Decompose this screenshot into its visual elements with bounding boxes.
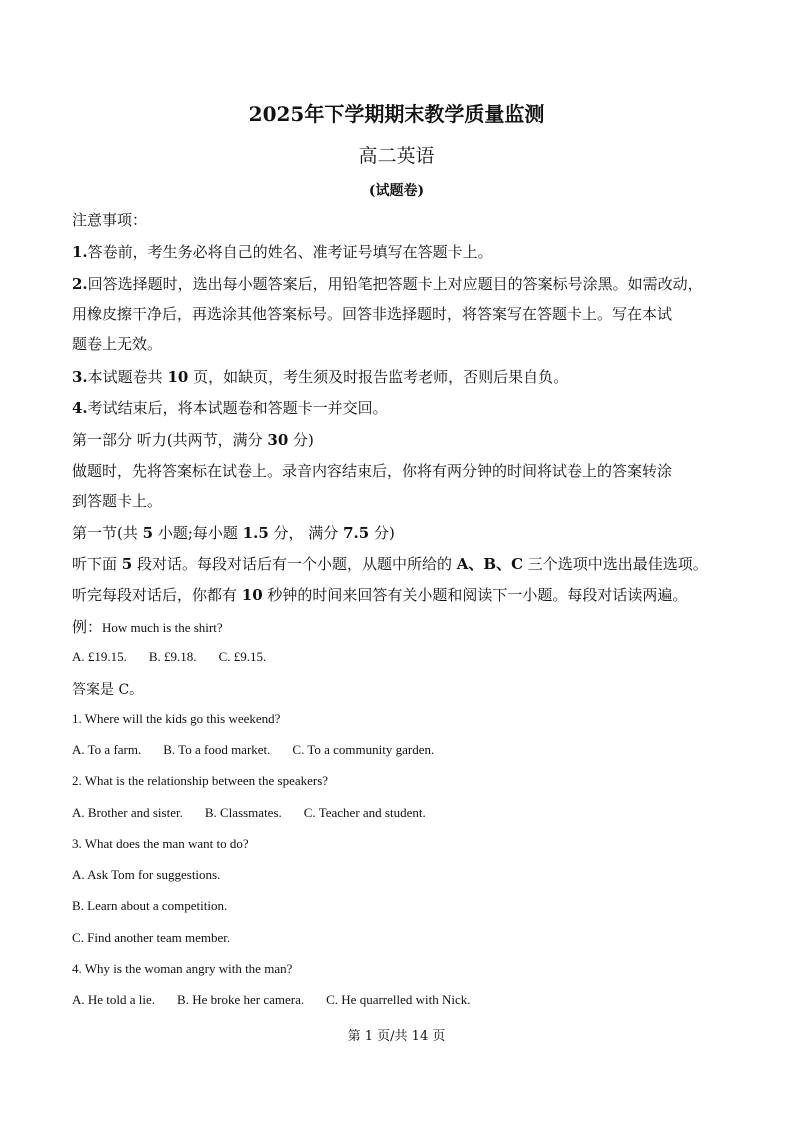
inst1-a: 听下面 (72, 555, 122, 573)
note-2-line-1 (72, 273, 703, 294)
note-3-number: 3. (72, 368, 88, 386)
note-3-text-a: 本试题卷共 (87, 368, 168, 386)
section-1-instruction-2 (72, 584, 687, 605)
part-1-score: 30 (267, 431, 289, 449)
note-3-text-c: 页，如缺页，考生须及时报告监考老师，否则后果自负。 (188, 368, 569, 386)
note-4-text: 考试结束后，将本试题卷和答题卡一并交回。 (87, 399, 388, 417)
part-1-heading (72, 429, 314, 450)
q4-option-b: B. He broke her camera. (177, 992, 305, 1007)
example-label: 例： (72, 618, 103, 636)
inst2-c: 秒钟的时间来回答有关小题和阅读下一小题。每段对话读两遍。 (262, 586, 688, 604)
note-4 (72, 397, 388, 418)
notes-heading: 注意事项： (72, 211, 148, 229)
note-2-line-2: 用橡皮擦干净后，再选涂其他答案标号。回答非选择题时，将答案写在答题卡上。写在本试 (72, 305, 673, 323)
paper-type: (试题卷) (368, 183, 425, 199)
question-4-options (72, 992, 493, 1008)
note-1-text: 答卷前，考生务必将自己的姓名、准考证号填写在答题卡上。 (87, 243, 493, 261)
note-1-number: 1. (72, 243, 88, 261)
section-1-heading-a: 第一节(共 (72, 524, 143, 542)
inst1-c: 段对话。每段对话后有一个小题，从题中所给的 (132, 555, 457, 573)
part-1-instruction-1: 做题时，先将答案标在试卷上。录音内容结束后，你将有两分钟的时间将试卷上的答案转涂 (72, 462, 673, 480)
note-3 (72, 366, 568, 387)
subject-title: 高二英语 (358, 145, 435, 167)
q2-option-b: B. Classmates. (204, 805, 282, 820)
inst2-b: 10 (241, 586, 263, 604)
section-1-heading-e: 分， 满分 (268, 524, 344, 542)
inst1-b: 5 (121, 555, 133, 573)
section-1-each-score: 1.5 (242, 524, 269, 542)
note-1 (72, 241, 493, 262)
section-1-heading (72, 522, 395, 543)
example-answer: 答案是 C。 (72, 682, 144, 698)
example-options (72, 649, 288, 665)
q3-option-a: A. Ask Tom for suggestions. (72, 867, 221, 882)
q1-option-a: A. To a farm. (72, 742, 142, 757)
q1-option-c: C. To a community garden. (292, 742, 435, 757)
q2-option-c: C. Teacher and student. (303, 805, 426, 820)
q1-option-b: B. To a food market. (163, 742, 271, 757)
note-2-line-3: 题卷上无效。 (72, 335, 163, 353)
q4-option-c: C. He quarrelled with Nick. (326, 992, 471, 1007)
section-1-instruction-1 (72, 553, 708, 574)
question-4: 4. Why is the woman angry with the man? (72, 961, 293, 976)
question-2: 2. What is the relationship between the speakers? (72, 773, 329, 788)
example-question (72, 616, 223, 637)
example-option-c: C. £9.15. (218, 649, 267, 664)
question-1-options (72, 742, 456, 758)
example-question-text: How much is the shirt? (102, 620, 223, 635)
part-1-heading-a: 第一部分 听力(共两节，满分 (72, 431, 268, 449)
part-1-heading-c: 分) (288, 431, 314, 449)
question-1: 1. Where will the kids go this weekend? (72, 711, 281, 726)
question-2-options (72, 805, 448, 821)
exam-title: 2025年下学期期末教学质量监测 (248, 102, 545, 126)
section-1-heading-c: 小题;每小题 (153, 524, 243, 542)
q4-option-a: A. He told a lie. (72, 992, 156, 1007)
inst1-d: A、B、C (456, 555, 524, 573)
section-1-total-score: 7.5 (343, 524, 370, 542)
example-option-b: B. £9.18. (148, 649, 197, 664)
section-1-heading-g: 分) (369, 524, 395, 542)
page-footer: 第 1 页/共 14 页 (347, 1029, 446, 1044)
section-1-count: 5 (142, 524, 154, 542)
example-option-a: A. £19.15. (72, 649, 127, 664)
note-2-number: 2. (72, 275, 88, 293)
note-4-number: 4. (72, 399, 88, 417)
q3-option-c: C. Find another team member. (72, 930, 231, 945)
part-1-instruction-2: 到答题卡上。 (72, 492, 163, 510)
q3-option-b: B. Learn about a competition. (72, 898, 228, 913)
note-2-text-1: 回答选择题时，选出每小题答案后，用铅笔把答题卡上对应题目的答案标号涂黑。如需改动， (87, 275, 703, 293)
note-3-pages: 10 (167, 368, 189, 386)
question-3: 3. What does the man want to do? (72, 836, 249, 851)
q2-option-a: A. Brother and sister. (72, 805, 183, 820)
inst1-e: 三个选项中选出最佳选项。 (523, 555, 708, 573)
inst2-a: 听完每段对话后，你都有 (72, 586, 242, 604)
